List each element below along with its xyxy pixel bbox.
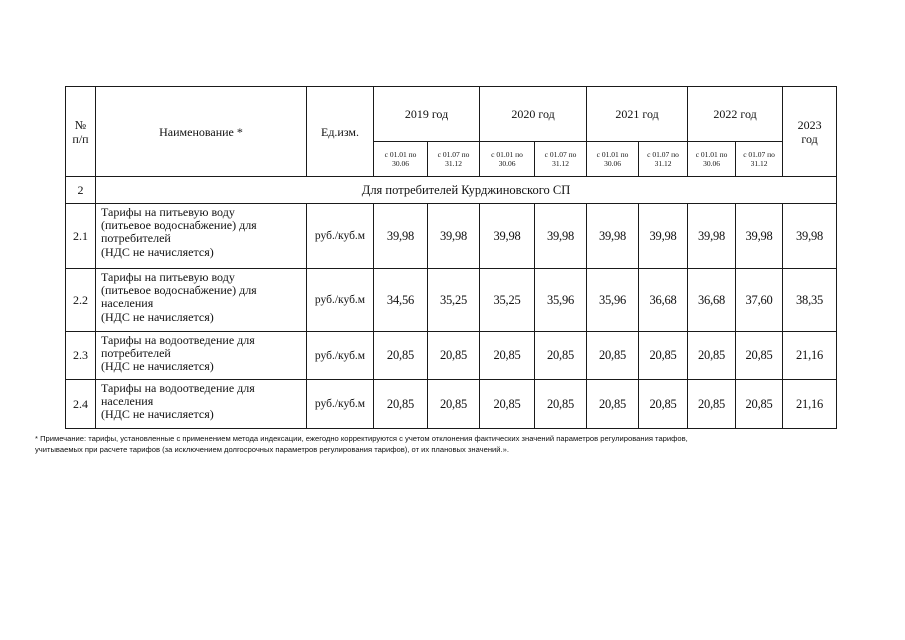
tariff-value: 39,98 bbox=[736, 204, 783, 269]
tariff-value: 20,85 bbox=[480, 332, 535, 380]
tariff-value: 20,85 bbox=[480, 380, 535, 429]
row-unit: руб./куб.м bbox=[307, 204, 374, 269]
row-unit: руб./куб.м bbox=[307, 332, 374, 380]
tariff-value: 39,98 bbox=[374, 204, 428, 269]
row-name-line: (НДС не начисляется) bbox=[101, 244, 214, 259]
tariff-value: 39,98 bbox=[587, 204, 639, 269]
tariff-value: 20,85 bbox=[374, 332, 428, 380]
header-unit: Ед.изм. bbox=[307, 87, 374, 177]
tariff-value: 20,85 bbox=[587, 332, 639, 380]
table-row bbox=[66, 380, 837, 429]
header-year-2022: 2022 год bbox=[688, 87, 783, 142]
row-name bbox=[96, 204, 307, 269]
period-2019-h2: с 01.07 по 31.12 bbox=[428, 142, 480, 177]
period-2022-h1: с 01.01 по 30.06 bbox=[688, 142, 736, 177]
header-number bbox=[66, 87, 96, 177]
footnote-line-1: * Примечание: тарифы, установленные с применением метода индексации, ежегодно корректируются с учетом отклонения фактических значений параметров регулирования тарифов, bbox=[35, 434, 688, 443]
tariff-value: 20,85 bbox=[639, 332, 688, 380]
header-number-label: № п/п bbox=[72, 117, 89, 146]
period-2019-h1: с 01.01 по 30.06 bbox=[374, 142, 428, 177]
row-name-line: Тарифы на водоотведение для bbox=[101, 381, 255, 395]
row-name-line: (НДС не начисляется) bbox=[101, 309, 214, 324]
footnote bbox=[35, 433, 835, 455]
header-year-2020: 2020 год bbox=[480, 87, 587, 142]
tariff-value: 35,96 bbox=[587, 269, 639, 332]
row-name-line: (НДС не начисляется) bbox=[101, 407, 214, 422]
tariff-value: 35,96 bbox=[535, 269, 587, 332]
tariff-value: 20,85 bbox=[428, 332, 480, 380]
row-number: 2.1 bbox=[66, 204, 96, 269]
row-unit: руб./куб.м bbox=[307, 269, 374, 332]
row-name-line: потребителей bbox=[101, 346, 171, 361]
period-2021-h2: с 01.07 по 31.12 bbox=[639, 142, 688, 177]
tariff-value: 21,16 bbox=[783, 332, 837, 380]
row-name-line: Тарифы на водоотведение для bbox=[101, 333, 255, 347]
tariff-value: 20,85 bbox=[428, 380, 480, 429]
row-name-line: потребителей bbox=[101, 231, 171, 246]
tariff-value: 39,98 bbox=[639, 204, 688, 269]
tariff-value: 36,68 bbox=[639, 269, 688, 332]
row-name-line: (НДС не начисляется) bbox=[101, 359, 214, 374]
header-year-2023-label: 2023 год bbox=[797, 117, 822, 146]
tariff-value: 20,85 bbox=[736, 380, 783, 429]
footnote-line-2: учитываемых при расчете тарифов (за исключением долгосрочных параметров регулирования тарифов), от их плановых значений.». bbox=[35, 445, 509, 454]
tariff-value: 39,98 bbox=[688, 204, 736, 269]
tariff-value: 20,85 bbox=[688, 332, 736, 380]
section-title: Для потребителей Курджиновского СП bbox=[96, 177, 837, 204]
tariff-value: 20,85 bbox=[587, 380, 639, 429]
row-number: 2.2 bbox=[66, 269, 96, 332]
section-row bbox=[66, 177, 837, 204]
tariff-value: 20,85 bbox=[374, 380, 428, 429]
tariff-value: 35,25 bbox=[428, 269, 480, 332]
tariff-value: 21,16 bbox=[783, 380, 837, 429]
table-row bbox=[66, 269, 837, 332]
tariff-value: 39,98 bbox=[783, 204, 837, 269]
row-name bbox=[96, 269, 307, 332]
tariff-value: 37,60 bbox=[736, 269, 783, 332]
tariff-value: 20,85 bbox=[535, 332, 587, 380]
period-2020-h1: с 01.01 по 30.06 bbox=[480, 142, 535, 177]
row-name-line: населения bbox=[101, 394, 154, 409]
row-name bbox=[96, 380, 307, 429]
row-name-line: Тарифы на питьевую воду bbox=[101, 270, 235, 284]
table-row bbox=[66, 332, 837, 380]
row-name bbox=[96, 332, 307, 380]
row-name-line: (питьевое водоснабжение) для bbox=[101, 283, 257, 298]
row-unit: руб./куб.м bbox=[307, 380, 374, 429]
period-2021-h1: с 01.01 по 30.06 bbox=[587, 142, 639, 177]
header-year-2021: 2021 год bbox=[587, 87, 688, 142]
tariff-value: 20,85 bbox=[736, 332, 783, 380]
header-name: Наименование * bbox=[96, 87, 307, 177]
tariff-value: 20,85 bbox=[639, 380, 688, 429]
tariff-value: 20,85 bbox=[535, 380, 587, 429]
row-number: 2.3 bbox=[66, 332, 96, 380]
row-number: 2.4 bbox=[66, 380, 96, 429]
section-number: 2 bbox=[66, 177, 96, 204]
row-name-line: населения bbox=[101, 296, 154, 311]
tariff-value: 20,85 bbox=[688, 380, 736, 429]
header-year-2023 bbox=[783, 87, 837, 177]
tariff-value: 34,56 bbox=[374, 269, 428, 332]
row-name-line: Тарифы на питьевую воду bbox=[101, 205, 235, 219]
row-name-line: (питьевое водоснабжение) для bbox=[101, 218, 257, 233]
tariff-value: 39,98 bbox=[535, 204, 587, 269]
tariff-value: 36,68 bbox=[688, 269, 736, 332]
tariff-value: 35,25 bbox=[480, 269, 535, 332]
tariff-value: 39,98 bbox=[428, 204, 480, 269]
header-year-2019: 2019 год bbox=[374, 87, 480, 142]
period-2022-h2: с 01.07 по 31.12 bbox=[736, 142, 783, 177]
period-2020-h2: с 01.07 по 31.12 bbox=[535, 142, 587, 177]
table-row bbox=[66, 204, 837, 269]
tariff-table bbox=[65, 86, 837, 429]
tariff-value: 38,35 bbox=[783, 269, 837, 332]
tariff-value: 39,98 bbox=[480, 204, 535, 269]
